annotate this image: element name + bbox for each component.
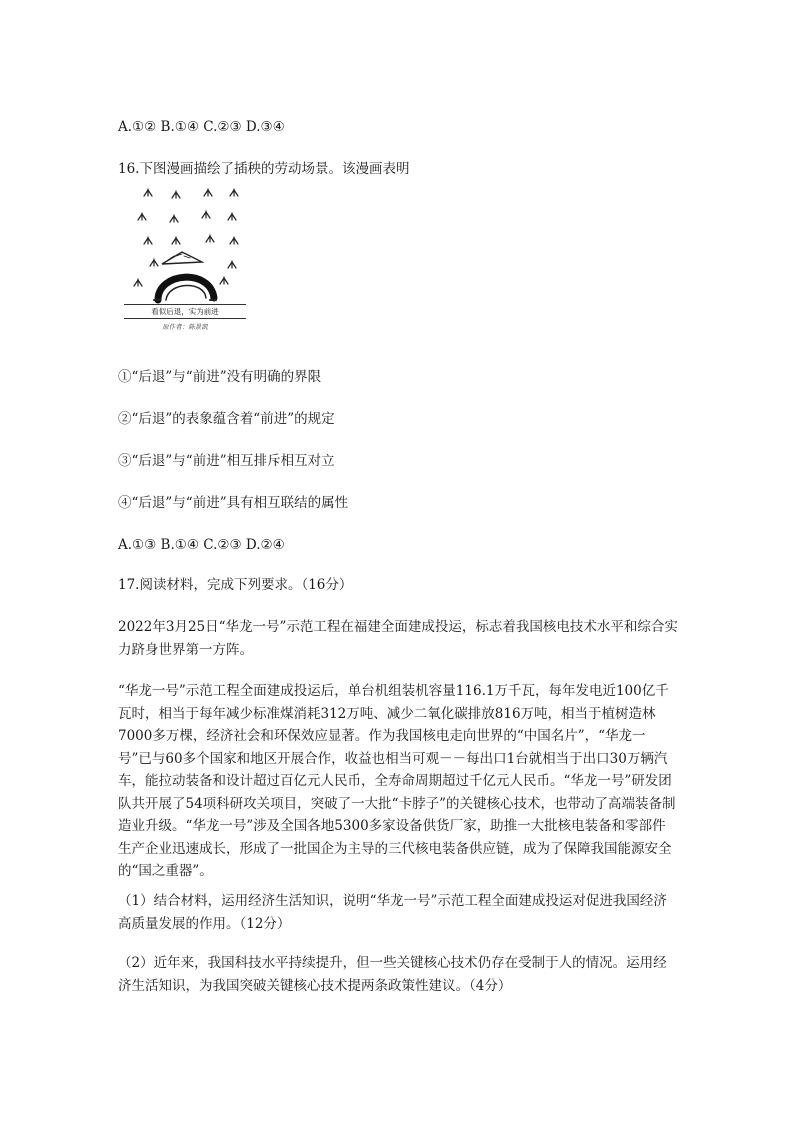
sub-question-2: （2）近年来，我国科技水平持续提升，但一些关键核心技术仍存在受制于人的情况。运用经济生活知识，为我国突破关键核心技术提两条政策性建议。（4分） xyxy=(118,955,667,994)
q16-options: A.①③ B.①④ C.②③ D.②④ xyxy=(118,537,285,553)
q17-stem: 17.阅读材料，完成下列要求。（16分） xyxy=(118,577,353,593)
statement-3: ③“后退”与“前进”相互排斥相互对立 xyxy=(118,453,335,469)
cartoon-caption: 看似后退，实为前进 xyxy=(151,307,219,316)
seedling-icon xyxy=(134,189,238,286)
rice-planting-cartoon xyxy=(124,186,246,334)
sub-question-1: （1）结合材料，运用经济生活知识，说明“华龙一号”示范工程全面建成投运对促进我国经济高质量发展的作用。（12分） xyxy=(118,893,667,932)
q16-stem: 16.下图漫画描绘了插秧的劳动场景。该漫画表明 xyxy=(118,161,410,177)
farmer-figure xyxy=(154,252,216,300)
material-paragraph-1: 2022年3月25日“华龙一号”示范工程在福建全面建成投运，标志着我国核电技术水平和综合实力跻身世界第一方阵。 xyxy=(118,619,678,658)
statement-2: ②“后退”的表象蕴含着“前进”的规定 xyxy=(118,411,335,427)
material-paragraph-2: “华龙一号”示范工程全面建成投运后，单台机组装机容量116.1万千瓦，每年发电近100亿千瓦时，相当于每年减少标准煤消耗312万吨、减少二氧化碳排放816万吨，相当于植树造林7000多万棵，经济社会和环保效应显著。作为我国核电走向世界的“中国名片”，“华龙一号”已与60多个国家和地区开展合作，收益也相当可观－－每出口1台就相当于出口30万辆汽车，能拉动装备和设计超过百亿元人民币，全寿命周期超过千亿元人民币。“华龙一号”研发团队共开展了54项科研攻关项目，突破了一大批“卡脖子”的关键核心技术，也带动了高端装备制造业升级。“华龙一号”涉及全国各地5300多家设备供货厂家，助推一大批核电装备和零部件生产企业迅速成长，形成了一批国企为主导的三代核电装备供应链，成为了保障我国能源安全的“国之重器”。 xyxy=(118,683,676,879)
cartoon-image xyxy=(124,186,246,334)
statement-4: ④“后退”与“前进”具有相互联结的属性 xyxy=(118,495,349,511)
cartoon-author: 原作者：陈景凯 xyxy=(162,323,208,331)
statement-1: ①“后退”与“前进”没有明确的界限 xyxy=(118,369,322,385)
q15-options: A.①② B.①④ C.②③ D.③④ xyxy=(118,119,285,135)
